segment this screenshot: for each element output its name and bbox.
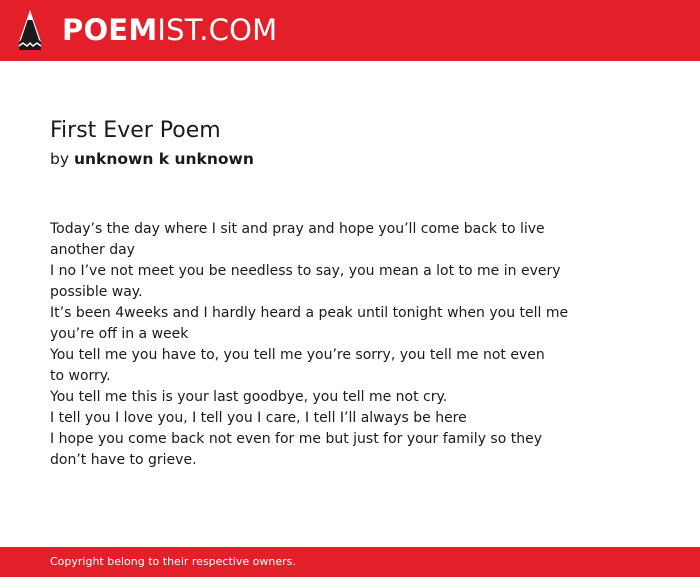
poem-line: You tell me you have to, you tell me you’re sorry, you tell me not even [50, 347, 545, 363]
pencil-icon [18, 9, 42, 51]
poem-line: I hope you come back not even for me but just for your family so they [50, 431, 542, 447]
author-name[interactable]: unknown k unknown [73, 150, 254, 168]
logo-light-text: IST.COM [157, 13, 278, 47]
poem-line: Today’s the day where I sit and pray and hope you’ll come back to live [50, 221, 545, 237]
copyright-text: Copyright belong to their respective owners. [50, 555, 296, 568]
poem-line: you’re off in a week [50, 326, 189, 342]
logo-bold-text: POEM [62, 13, 158, 47]
poem-line: I no I’ve not meet you be needless to say, you mean a lot to me in every [50, 263, 561, 279]
poem-line: another day [50, 242, 135, 258]
site-header [0, 0, 700, 61]
poem-line: possible way. [50, 284, 143, 300]
site-logo[interactable] [62, 12, 277, 48]
poem-line: don’t have to grieve. [50, 452, 197, 468]
by-label: by [50, 150, 70, 168]
poem-byline [50, 149, 254, 169]
poem-title: First Ever Poem [50, 118, 221, 143]
poem-line: to worry. [50, 368, 111, 384]
poem-line: It’s been 4weeks and I hardly heard a peak until tonight when you tell me [50, 305, 569, 321]
site-footer [0, 547, 700, 577]
poem-line: You tell me this is your last goodbye, you tell me not cry. [50, 389, 448, 405]
poem-body [50, 219, 570, 471]
poem-line: I tell you I love you, I tell you I care, I tell I’ll always be here [50, 410, 467, 426]
